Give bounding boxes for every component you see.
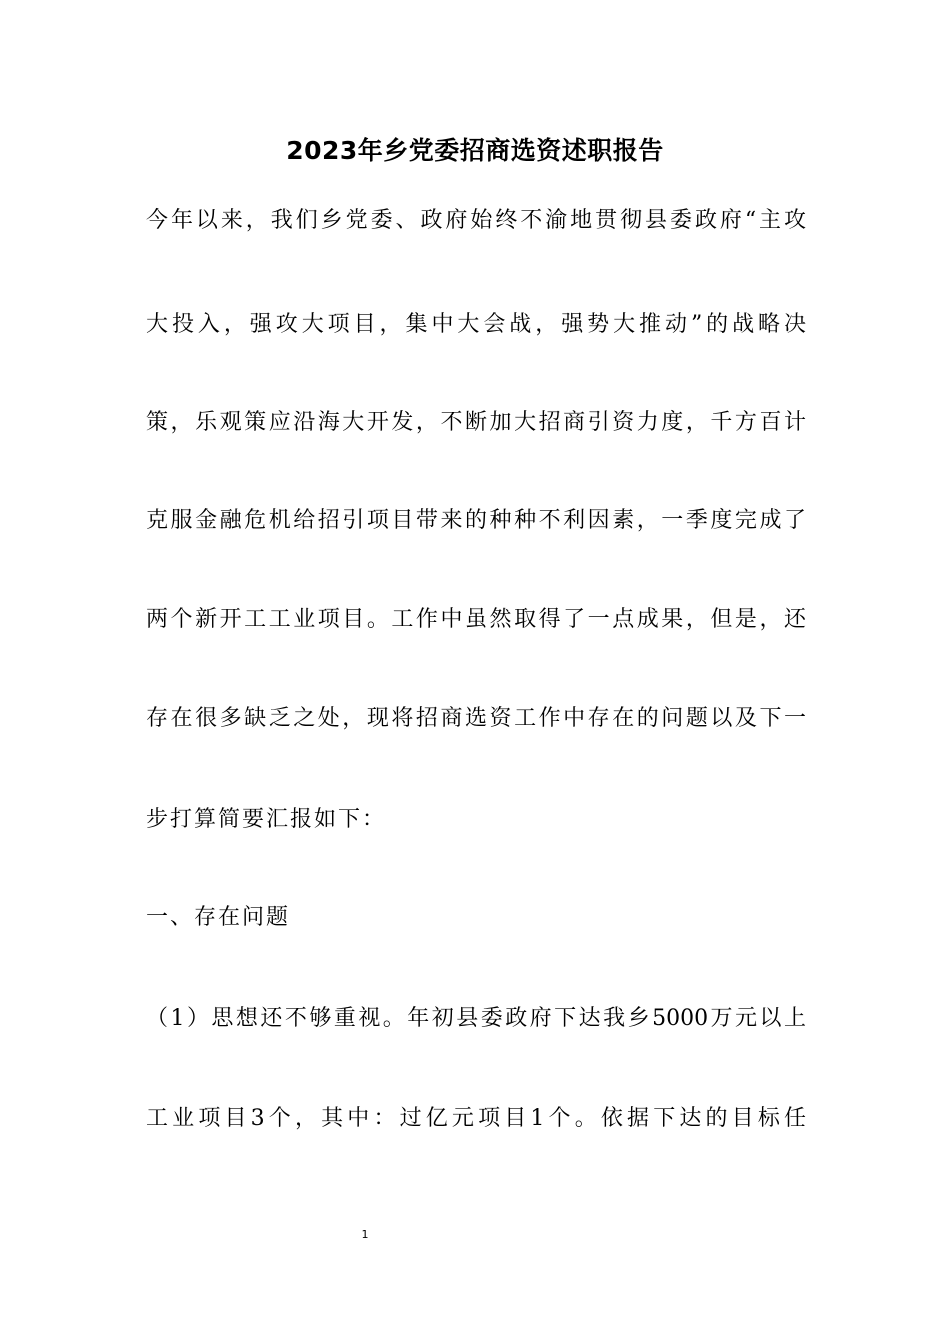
body-line-3: 策，乐观策应沿海大开发，不断加大招商引资力度，千方百计 xyxy=(146,410,806,435)
body-line-5: 两个新开工工业项目。工作中虽然取得了一点成果，但是，还 xyxy=(146,607,806,632)
document-title: 2023年乡党委招商选资述职报告 xyxy=(286,136,664,165)
body-line-6: 存在很多缺乏之处，现将招商选资工作中存在的问题以及下一 xyxy=(146,706,806,731)
body-line-9: （1）思想还不够重视。年初县委政府下达我乡5000万元以上 xyxy=(146,1006,806,1031)
section-heading: 一、存在问题 xyxy=(146,905,291,930)
body-line-4: 克服金融危机给招引项目带来的种种不利因素，一季度完成了 xyxy=(146,508,806,533)
body-line-2: 大投入，强攻大项目，集中大会战，强势大推动”的战略决 xyxy=(146,312,806,337)
body-line-10: 工业项目3个，其中：过亿元项目1个。依据下达的目标任 xyxy=(146,1106,806,1131)
body-line-1: 今年以来，我们乡党委、政府始终不渝地贯彻县委政府“主攻 xyxy=(146,208,806,233)
page-number: 1 xyxy=(361,1228,369,1241)
body-line-7: 步打算简要汇报如下： xyxy=(146,807,387,832)
